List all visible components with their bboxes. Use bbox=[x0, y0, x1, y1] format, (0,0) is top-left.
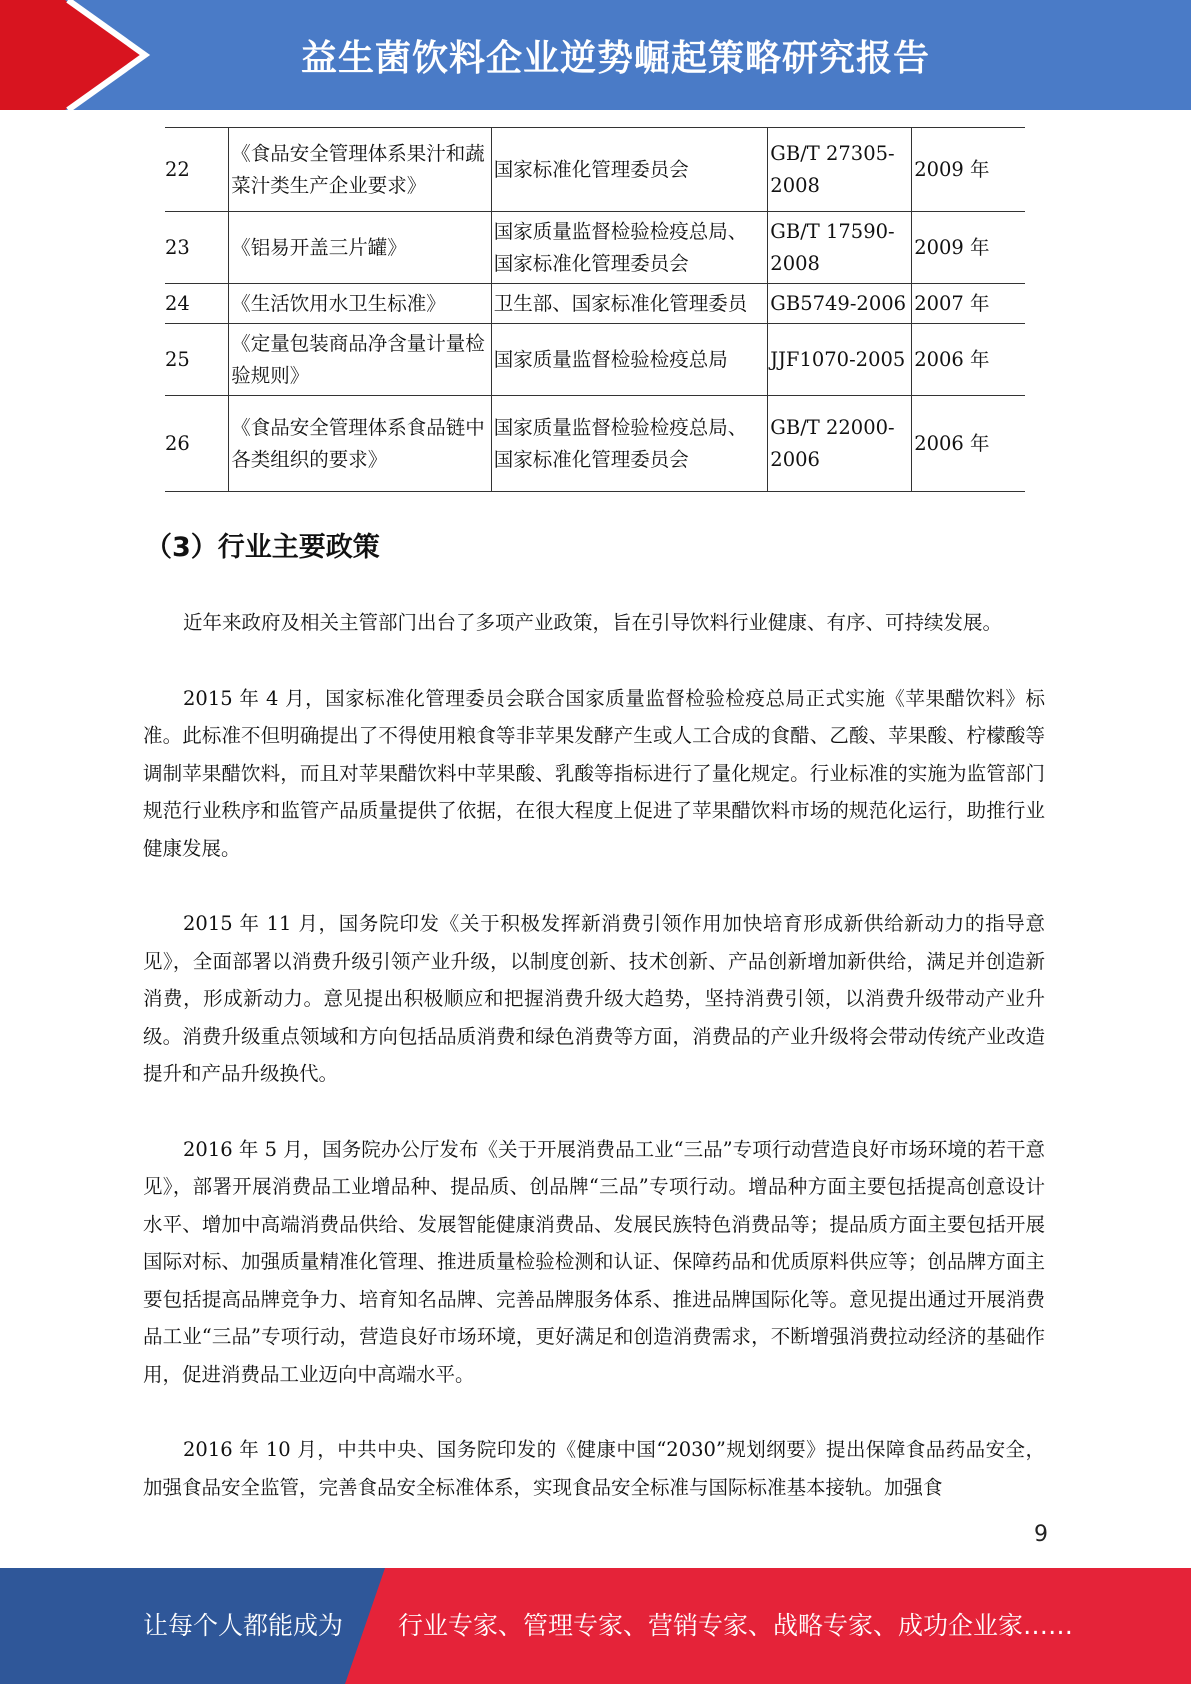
paragraph: 2015 年 11 月，国务院印发《关于积极发挥新消费引领作用加快培育形成新供给新动力的指导意见》，全面部署以消费升级引领产业升级，以制度创新、技术创新、产品创新增加新供给，满足并创造新消费，形成新动力。意见提出积极顺应和把握消费升级大趋势，坚持消费引领，以消费升级带动产业升级。消费升级重点领域和方向包括品质消费和绿色消费等方面，消费品的产业升级将会带动传统产业改造提升和产品升级换代。 bbox=[143, 912, 1045, 1085]
issuing-organization: 国家质量监督检验检疫总局、国家标准化管理委员会 bbox=[491, 212, 768, 284]
paragraph: 2016 年 5 月，国务院办公厅发布《关于开展消费品工业“三品”专项行动营造良好市场环境的若干意见》，部署开展消费品工业增品种、提品质、创品牌“三品”专项行动。增品种方面主要包括提高创意设计水平、增加中高端消费品供给、发展智能健康消费品、发展民族特色消费品等；提品质方面主要包括开展国际对标、加强质量精准化管理、推进质量检验检测和认证、保障药品和优质原料供应等；创品牌方面主要包括提高品牌竞争力、培育知名品牌、完善品牌服务体系、推进品牌国际化等。意见提出通过开展消费品工业“三品”专项行动，营造良好市场环境，更好满足和创造消费需求，不断增强消费拉动经济的基础作用，促进消费品工业迈向中高端水平。 bbox=[143, 1137, 1045, 1386]
effective-year: 2009 年 bbox=[912, 128, 1025, 212]
standard-name: 《铝易开盖三片罐》 bbox=[229, 212, 491, 284]
table-row bbox=[165, 128, 1025, 212]
effective-year: 2009 年 bbox=[912, 212, 1025, 284]
issuing-organization: 国家质量监督检验检疫总局 bbox=[491, 324, 768, 396]
body-text bbox=[143, 604, 1045, 1544]
standard-name: 《定量包装商品净含量计量检验规则》 bbox=[229, 324, 491, 396]
paragraph: 2016 年 10 月，中共中央、国务院印发的《健康中国“2030”规划纲要》提出保障食品药品安全，加强食品安全监管，完善食品安全标准体系，实现食品安全标准与国际标准基本接轨。加强食 bbox=[143, 1438, 1045, 1499]
page-header bbox=[0, 0, 1191, 110]
paragraph: 近年来政府及相关主管部门出台了多项产业政策，旨在引导饮料行业健康、有序、可持续发展。 bbox=[183, 611, 1003, 634]
effective-year: 2006 年 bbox=[912, 324, 1025, 396]
row-number: 24 bbox=[165, 284, 229, 324]
standard-code: GB/T 27305-2008 bbox=[768, 128, 912, 212]
standard-code: GB/T 22000-2006 bbox=[768, 396, 912, 492]
table-row bbox=[165, 324, 1025, 396]
effective-year: 2006 年 bbox=[912, 396, 1025, 492]
table-row bbox=[165, 212, 1025, 284]
effective-year: 2007 年 bbox=[912, 284, 1025, 324]
page-number: 9 bbox=[1034, 1522, 1048, 1547]
issuing-organization: 卫生部、国家标准化管理委员 bbox=[493, 291, 748, 315]
standard-name: 《生活饮用水卫生标准》 bbox=[229, 284, 491, 324]
standard-code: JJF1070-2005 bbox=[768, 324, 912, 396]
row-number: 26 bbox=[165, 396, 229, 492]
issuing-organization: 国家质量监督检验检疫总局、国家标准化管理委员会 bbox=[491, 396, 768, 492]
standard-code: GB/T 17590-2008 bbox=[768, 212, 912, 284]
standard-code: GB5749-2006 bbox=[768, 284, 912, 324]
section-heading: （3）行业主要政策 bbox=[145, 532, 380, 563]
footer-slogan-right: 行业专家、管理专家、营销专家、战略专家、成功企业家…… bbox=[398, 1611, 1074, 1640]
page-footer bbox=[0, 1568, 1191, 1684]
standards-table bbox=[165, 127, 1025, 492]
row-number: 23 bbox=[165, 212, 229, 284]
row-number: 25 bbox=[165, 324, 229, 396]
paragraph: 2015 年 4 月，国家标准化管理委员会联合国家质量监督检验检疫总局正式实施《苹果醋饮料》标准。此标准不但明确提出了不得使用粮食等非苹果发酵产生或人工合成的食醋、乙酸、苹果酸、柠檬酸等调制苹果醋饮料，而且对苹果醋饮料中苹果酸、乳酸等指标进行了量化规定。行业标准的实施为监管部门规范行业秩序和监管产品质量提供了依据，在很大程度上促进了苹果醋饮料市场的规范化运行，助推行业健康发展。 bbox=[143, 686, 1045, 860]
row-number: 22 bbox=[165, 128, 229, 212]
report-title: 益生菌饮料企业逆势崛起策略研究报告 bbox=[300, 37, 930, 79]
table-row bbox=[165, 396, 1025, 492]
standard-name: 《食品安全管理体系食品链中各类组织的要求》 bbox=[229, 396, 491, 492]
issuing-organization: 国家标准化管理委员会 bbox=[491, 128, 768, 212]
footer-slogan-left: 让每个人都能成为 bbox=[143, 1611, 344, 1640]
table-row bbox=[165, 284, 1025, 324]
standard-name: 《食品安全管理体系果汁和蔬菜汁类生产企业要求》 bbox=[229, 128, 491, 212]
